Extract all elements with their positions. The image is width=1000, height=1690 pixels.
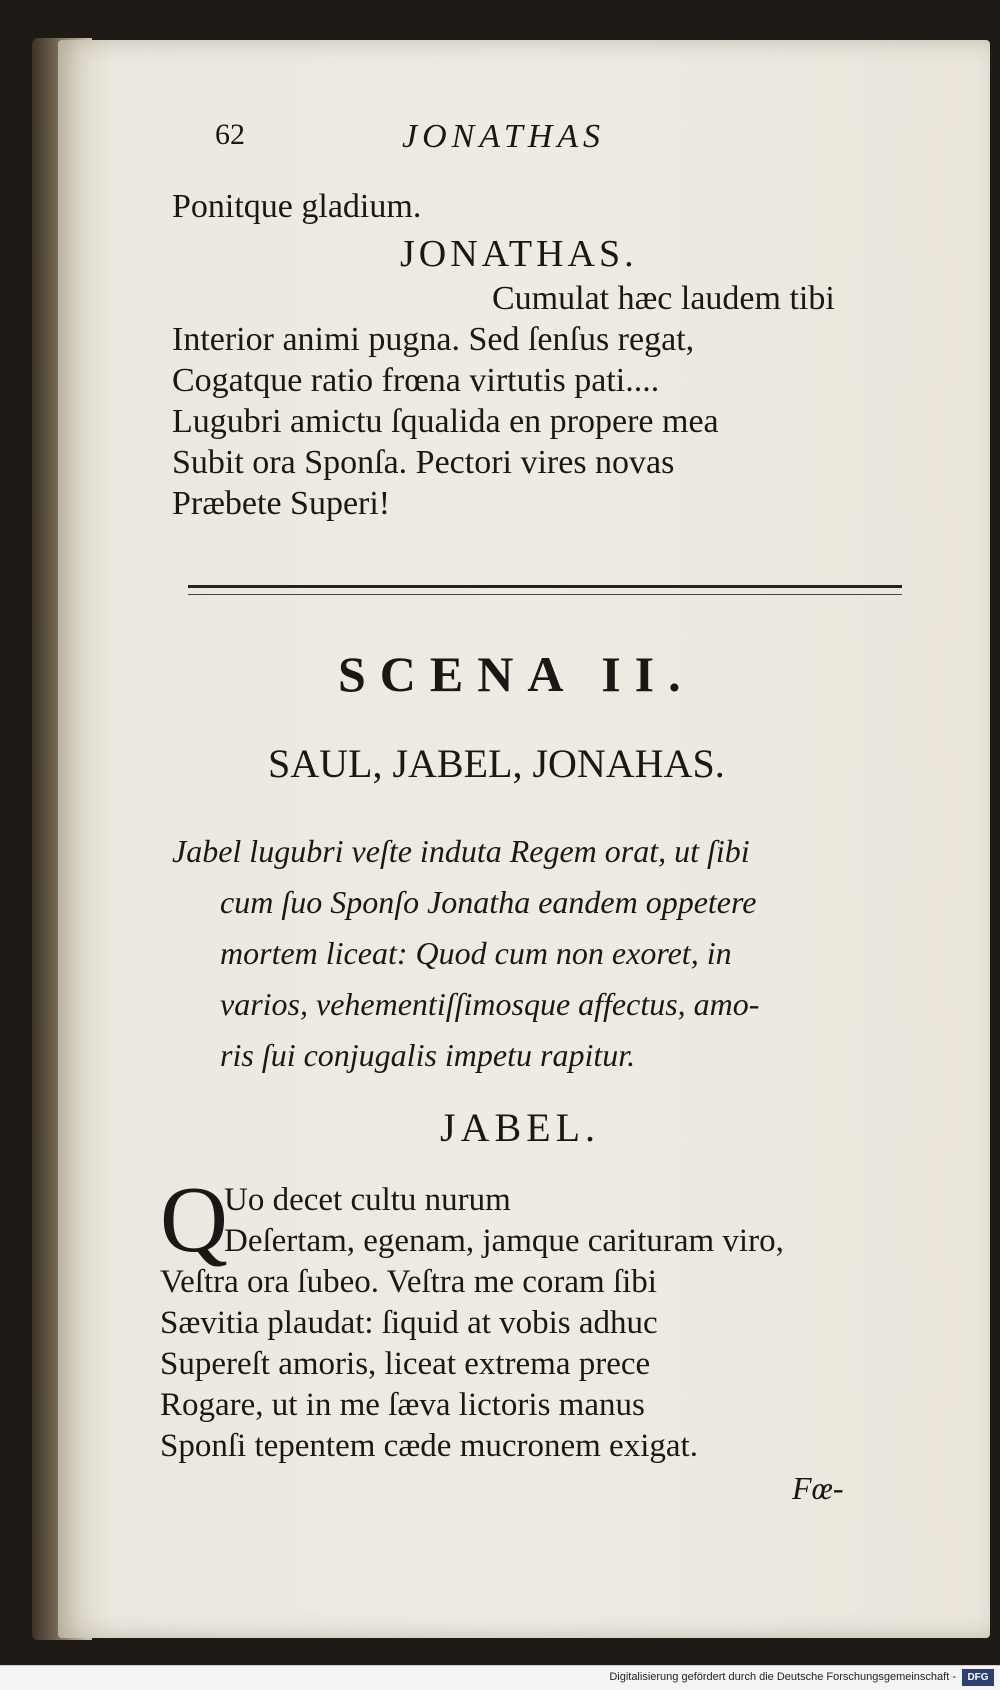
argument-line: Jabel lugubri veſte induta Regem orat, ut ſibi (172, 833, 750, 869)
argument-line: ris ſui conjugalis impetu rapitur. (220, 1037, 636, 1073)
verse-line: Sponſi tepentem cæde mucronem exigat. (160, 1428, 698, 1464)
section-divider (188, 585, 902, 595)
verse-line: Sævitia plaudat: ſiquid at vobis adhuc (160, 1305, 658, 1341)
verse-line: Deſertam, egenam, jamque carituram viro, (224, 1223, 784, 1259)
verse-line: Lugubri amictu ſqualida en propere mea (172, 403, 719, 440)
argument-line: mortem liceat: Quod cum non exoret, in (220, 935, 732, 971)
verse-line: Veſtra ora ſubeo. Veſtra me coram ſibi (160, 1264, 657, 1300)
argument-line: varios, vehementiſſimosque affectus, amo- (220, 986, 760, 1022)
dfg-logo: DFG (962, 1669, 994, 1686)
speaker-jabel: JABEL. (440, 1105, 600, 1150)
verse-line: Uo decet cultu nurum (224, 1182, 511, 1218)
stage-direction (172, 186, 421, 227)
footer-bar (0, 1665, 1000, 1690)
page-header (0, 118, 1000, 158)
verse-line: Cumulat hæc laudem tibi (492, 280, 835, 317)
verse-block-jonathas (172, 278, 835, 524)
drop-cap: Q (160, 1168, 228, 1272)
footer-credit: Digitalisierung gefördert durch die Deutsche Forschungsgemeinschaft - (609, 1671, 956, 1683)
verse-line: Interior animi pugna. Sed ſenſus regat, (172, 321, 695, 358)
verse-line: Præbete Superi! (172, 485, 391, 522)
scene-argument (172, 826, 912, 1081)
stage-direction-text: Ponitque gladium. (172, 188, 422, 225)
catchword: Fœ- (792, 1470, 844, 1506)
verse-block-jabel (160, 1168, 784, 1467)
verse-line: Subit ora Sponſa. Pectori vires novas (172, 444, 675, 481)
verse-line: Cogatque ratio frœna virtutis pati.... (172, 362, 660, 399)
speaker-jonathas: JONATHAS. (400, 233, 638, 275)
scene-title: SCENA II. (338, 646, 695, 702)
running-title: JONATHAS (402, 118, 606, 155)
verse-line: Rogare, ut in me ſæva lictoris manus (160, 1387, 645, 1423)
page-number: 62 (215, 118, 245, 151)
argument-line: cum ſuo Sponſo Jonatha eandem oppetere (220, 884, 757, 920)
verse-line: Supereſt amoris, liceat extrema prece (160, 1346, 651, 1382)
scene-persons: SAUL, JABEL, JONAHAS. (268, 741, 725, 786)
